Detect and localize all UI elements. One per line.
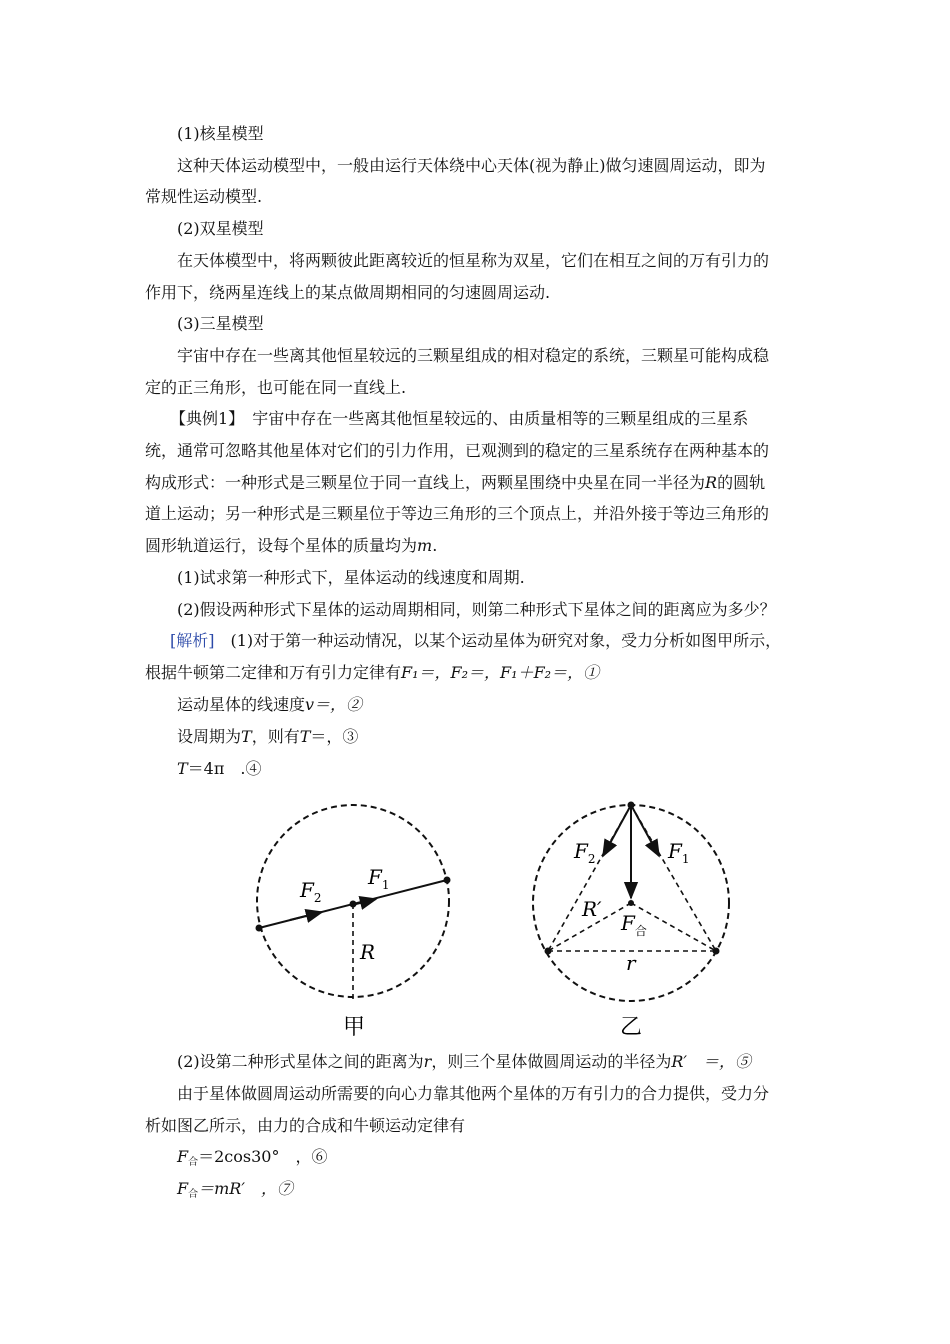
section-binary-star-text-1: 在天体模型中，将两颗彼此距离较近的恒星称为双星，它们在相互之间的万有引力的 <box>177 251 770 270</box>
star-center <box>350 901 357 908</box>
star-bottom-right <box>713 948 720 955</box>
question-2: (2)假设两种形式下星体的运动周期相同，则第二种形式下星体之间的距离应为多少？ <box>177 600 776 619</box>
solution-line-4: 设周期为T，则有T＝，③ <box>177 727 359 746</box>
section-core-star-title: (1)核星模型 <box>177 124 264 143</box>
section-core-star-text-2: 常规性运动模型. <box>145 187 263 206</box>
section-binary-star-title: (2)双星模型 <box>177 219 264 238</box>
section-triple-star-title: (3)三星模型 <box>177 314 264 333</box>
label-f1-right: $F_1$ <box>668 839 690 866</box>
solution-line-3: 运动星体的线速度v＝，② <box>177 695 363 714</box>
solution-line-9: $F_合=2\cos 30^\circ$ ，⑥ <box>177 1147 328 1168</box>
example-line-2: 统，通常可忽略其他星体对它们的引力作用，已观测到的稳定的三星系统存在两种基本的 <box>145 441 770 460</box>
label-f1-left: $F_1$ <box>368 865 390 892</box>
solution-line-6: (2)设第二种形式星体之间的距离为r，则三个星体做圆周运动的半径为R′ ＝，⑤ <box>177 1052 752 1071</box>
label-r-side: r <box>626 951 636 975</box>
solution-line-7: 由于星体做圆周运动所需要的向心力靠其他两个星体的万有引力的合力提供，受力分 <box>177 1084 770 1103</box>
question-1: (1)试求第一种形式下，星体运动的线速度和周期. <box>177 568 525 587</box>
star-bottom-left <box>545 948 552 955</box>
section-binary-star-text-2: 作用下，绕两星连线上的某点做周期相同的匀速圆周运动. <box>145 283 551 302</box>
caption-left: 甲 <box>343 1015 366 1040</box>
label-f2-right: $F_2$ <box>574 839 596 866</box>
star-right <box>444 877 451 884</box>
caption-right: 乙 <box>620 1015 643 1040</box>
example-line-5: 圆形轨道运行，设每个星体的质量均为m. <box>145 536 438 555</box>
label-r-prime: R′ <box>582 897 602 921</box>
solution-line-5: T＝4π .④ <box>177 759 262 778</box>
force-diagram <box>240 798 740 1046</box>
section-triple-star-text-2: 定的正三角形，也可能在同一直线上. <box>145 378 407 397</box>
solution-tag: [解析] <box>170 631 215 650</box>
figure-left-linear-system <box>256 805 451 1040</box>
solution-line-1: [解析] (1)对于第一种运动情况，以某个运动星体为研究对象，受力分析如图甲所示， <box>170 631 782 650</box>
solution-line-8: 析如图乙所示，由力的合成和牛顿运动定律有 <box>145 1116 466 1135</box>
star-top <box>628 802 635 809</box>
example-line-3: 构成形式：一种形式是三颗星位于同一直线上，两颗星围绕中央星在同一半径为R的圆轨 <box>145 473 766 492</box>
example-tag: 【典例1】 <box>170 409 237 428</box>
solution-line-2: 根据牛顿第二定律和万有引力定律有F₁＝，F₂＝，F₁＋F₂＝，① <box>145 663 600 682</box>
section-core-star-text-1: 这种天体运动模型中，一般由运行天体绕中心天体(视为静止)做匀速圆周运动，即为 <box>177 156 766 175</box>
arrow-f2 <box>290 912 322 920</box>
arrow-f1-right <box>631 805 659 856</box>
figure-right-triangle-system <box>533 802 729 1041</box>
example-line-1: 【典例1】 宇宙中存在一些离其他恒星较远的、由质量相等的三颗星组成的三星系 <box>170 409 749 428</box>
section-triple-star-text-1: 宇宙中存在一些离其他恒星较远的三颗星组成的相对稳定的系统，三颗星可能构成稳 <box>177 346 770 365</box>
star-left <box>256 925 263 932</box>
label-f2-left: $F_2$ <box>300 878 322 905</box>
label-f-net: $F_合$ <box>621 911 647 938</box>
solution-line-10: $F_合=mR'$ ，⑦ <box>177 1179 293 1200</box>
center-point <box>628 900 634 906</box>
label-r-left: R <box>360 940 376 964</box>
example-line-4: 道上运动；另一种形式是三颗星位于等边三角形的三个顶点上，并沿外接于等边三角形的 <box>145 504 770 523</box>
arrow-f2-right <box>603 805 631 856</box>
